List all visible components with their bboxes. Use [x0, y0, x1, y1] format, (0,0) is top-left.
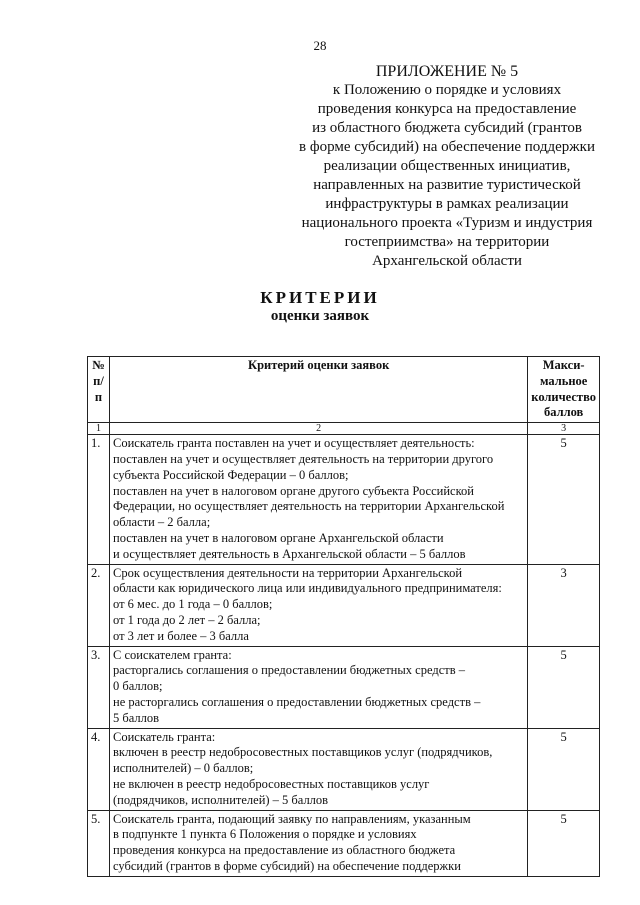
criterion-line: Срок осуществления деятельности на территории Архангельской: [113, 565, 463, 580]
criterion-line: Соискатель гранта, подающий заявку по направлениям, указанным: [113, 811, 471, 826]
criterion-line: не расторгались соглашения о предоставлении бюджетных средств –: [113, 694, 481, 709]
table-row: [88, 810, 600, 876]
appendix-line: Архангельской области: [372, 253, 522, 269]
table-row: [88, 564, 600, 646]
criterion-line: 5 баллов: [113, 710, 160, 725]
appendix-line: к Положению о порядке и условиях: [332, 82, 562, 98]
criterion-line: С соискателем гранта:: [113, 647, 232, 662]
criterion-line: Соискатель гранта:: [113, 729, 216, 744]
appendix-title: ПРИЛОЖЕНИЕ № 5: [375, 63, 519, 80]
appendix-line: из областного бюджета субсидий (грантов: [312, 120, 582, 136]
header-max-line: мальное: [539, 373, 588, 388]
appendix-line: инфраструктуры в рамках реализации: [325, 196, 569, 212]
criterion-line: области – 2 балла;: [113, 515, 211, 530]
header-number: [88, 357, 110, 423]
criterion-line: не включен в реестр недобросовестных поставщиков услуг: [113, 776, 430, 791]
max-points: 5: [528, 728, 600, 810]
document-title: КРИТЕРИИ: [260, 288, 380, 307]
appendix-line: реализации общественных инициатив,: [323, 158, 571, 174]
criteria-table: [87, 356, 600, 877]
criterion-text: [110, 728, 528, 810]
column-index: 2: [110, 423, 528, 435]
row-number: 2.: [88, 564, 110, 646]
header-criterion: Критерий оценки заявок: [110, 357, 528, 423]
header-max-line: баллов: [543, 405, 584, 420]
appendix-line: проведения конкурса на предоставление: [317, 101, 577, 117]
header-max-points: [528, 357, 600, 423]
criterion-line: исполнителей) – 0 баллов;: [113, 761, 254, 776]
max-points: 5: [528, 646, 600, 728]
criterion-line: (подрядчиков, исполнителей) – 5 баллов: [113, 792, 329, 807]
criterion-line: от 1 года до 2 лет – 2 балла;: [113, 612, 261, 627]
header-number-line: п/п: [93, 373, 104, 404]
column-index-row: [88, 423, 600, 435]
criterion-line: и осуществляет деятельность в Архангельской области – 5 баллов: [113, 546, 466, 561]
criterion-text: [110, 646, 528, 728]
criterion-line: Соискатель гранта поставлен на учет и осуществляет деятельность:: [113, 436, 475, 451]
table-header-row: [88, 357, 600, 423]
appendix-block: [282, 62, 612, 271]
criterion-line: 0 баллов;: [113, 679, 163, 694]
header-number-line: №: [92, 358, 105, 372]
row-number: 4.: [88, 728, 110, 810]
row-number: 1.: [88, 435, 110, 564]
column-index: 1: [88, 423, 110, 435]
criterion-text: [110, 810, 528, 876]
criterion-line: поставлен на учет в налоговом органе другого субъекта Российской: [113, 483, 474, 498]
criterion-line: от 3 лет и более – 3 балла: [113, 628, 249, 643]
criterion-line: от 6 мес. до 1 года – 0 баллов;: [113, 597, 273, 612]
criterion-line: субъекта Российской Федерации – 0 баллов;: [113, 467, 349, 482]
criterion-line: Федерации, но осуществляет деятельность на территории Архангельской: [113, 499, 505, 514]
column-index: 3: [528, 423, 600, 435]
criterion-line: субсидий (грантов в форме субсидий) на обеспечение поддержки: [113, 858, 461, 873]
criterion-line: в подпункте 1 пункта 6 Положения о порядке и условиях: [113, 827, 417, 842]
header-max-line: Макси-: [542, 358, 585, 372]
appendix-line: национального проекта «Туризм и индустрия: [301, 215, 593, 231]
page-number: 28: [313, 38, 327, 53]
criterion-line: поставлен на учет в налоговом органе Архангельской области: [113, 530, 444, 545]
table-row: [88, 646, 600, 728]
criterion-line: расторгались соглашения о предоставлении бюджетных средств –: [113, 663, 465, 678]
criterion-line: области как юридического лица или индивидуального предпринимателя:: [113, 581, 502, 596]
max-points: 3: [528, 564, 600, 646]
criterion-line: поставлен на учет и осуществляет деятельность на территории другого: [113, 451, 494, 466]
max-points: 5: [528, 435, 600, 564]
row-number: 5.: [88, 810, 110, 876]
criterion-line: проведения конкурса на предоставление из областного бюджета: [113, 843, 456, 858]
criterion-line: включен в реестр недобросовестных поставщиков услуг (подрядчиков,: [113, 745, 493, 760]
appendix-line: гостеприимства» на территории: [344, 234, 550, 250]
max-points: 5: [528, 810, 600, 876]
document-subtitle: оценки заявок: [270, 308, 370, 324]
criterion-text: [110, 435, 528, 564]
table-row: [88, 435, 600, 564]
table-row: [88, 728, 600, 810]
appendix-line: направленных на развитие туристической: [313, 177, 581, 193]
criterion-text: [110, 564, 528, 646]
row-number: 3.: [88, 646, 110, 728]
appendix-line: в форме субсидий) на обеспечение поддержки: [299, 139, 595, 155]
header-max-line: количество: [531, 389, 596, 404]
